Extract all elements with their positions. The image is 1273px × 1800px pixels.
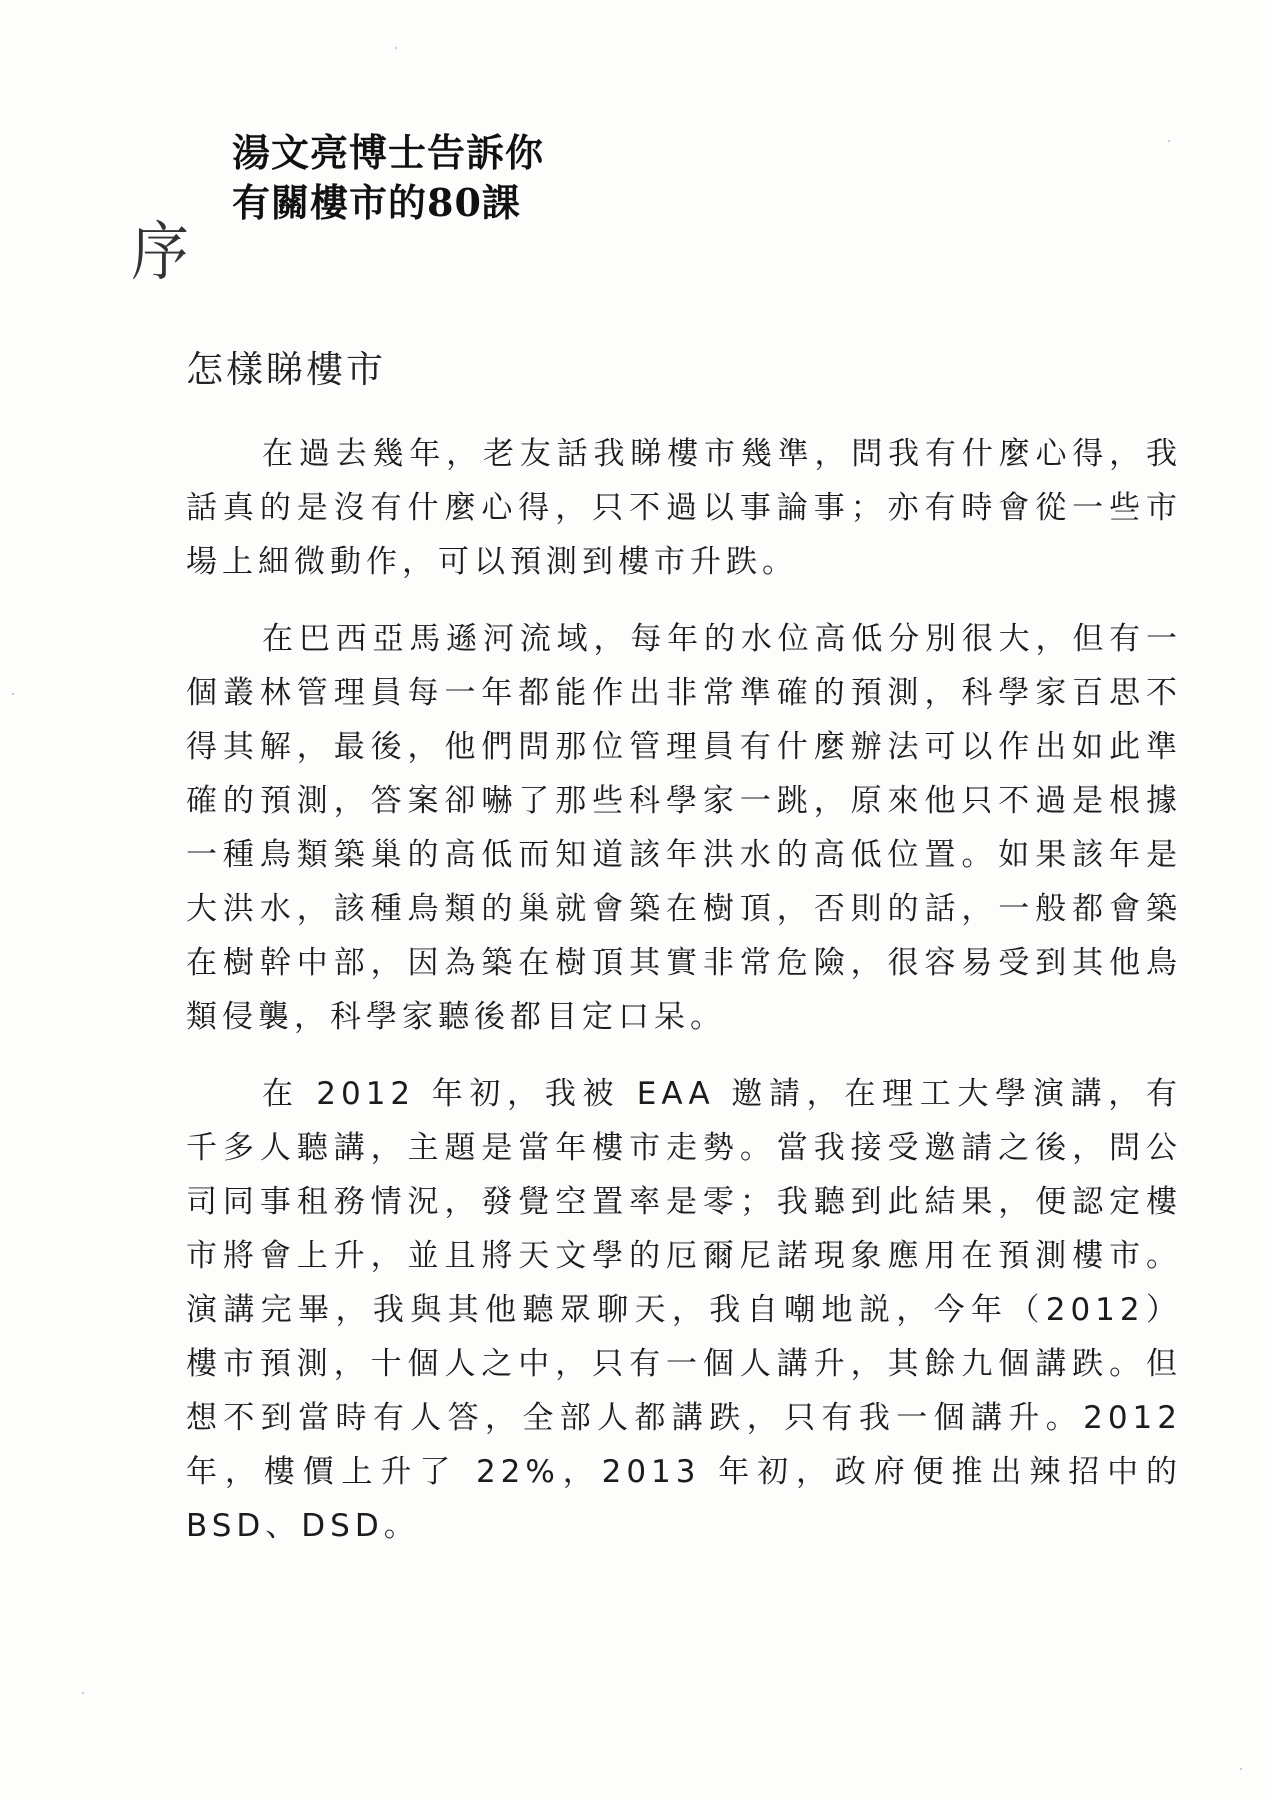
book-title-line-2: 有關樓市的80課: [232, 180, 521, 225]
scan-speck: [1168, 140, 1170, 142]
paragraph-2: 在巴西亞馬遜河流域，每年的水位高低分別很大，但有一個叢林管理員每一年都能作出非常準確的預測，科學家百思不得其解，最後，他們問那位管理員有什麼辦法可以作出如此準確的預測，答案卻嚇了那些科學家一跳，原來他只不過是根據一種鳥類築巢的高低而知道該年洪水的高低位置。如果該年是大洪水，該種鳥類的巢就會築在樹頂，否則的話，一般都會築在樹幹中部，因為築在樹頂其實非常危險，很容易受到其他鳥類侵襲，科學家聽後都目定口呆。: [186, 621, 1182, 1035]
scan-speck: [12, 693, 14, 695]
book-title-line-1: 湯文亮博士告訴你: [232, 130, 545, 175]
scan-speck: [82, 1692, 84, 1694]
paragraph-3: 在 2012 年初，我被 EAA 邀請，在理工大學演講，有千多人聽講，主題是當年樓市走勢。當我接受邀請之後，問公司同事租務情況，發覺空置率是零；我聽到此結果，便認定樓市將會上升，並且將天文學的厄爾尼諾現象應用在預測樓市。演講完畢，我與其他聽眾聊天，我自嘲地説，今年（2012）樓市預測，十個人之中，只有一個人講升，其餘九個講跌。但想不到當時有人答，全部人都講跌，只有我一個講升。2012 年，樓價上升了 22%，2013 年初，政府便推出辣招中的 BSD、DSD。: [186, 1076, 1182, 1544]
body-text: [186, 427, 1182, 1576]
book-title: [232, 128, 544, 228]
scan-speck: [395, 47, 397, 49]
section-heading: 怎樣睇樓市: [186, 348, 386, 391]
paragraph-1: 在過去幾年，老友話我睇樓市幾準，問我有什麼心得，我話真的是沒有什麼心得，只不過以事論事；亦有時會從一些市場上細微動作，可以預測到樓市升跌。: [186, 436, 1182, 580]
scan-speck: [1240, 1768, 1242, 1770]
preface-mark: 序: [131, 216, 189, 290]
